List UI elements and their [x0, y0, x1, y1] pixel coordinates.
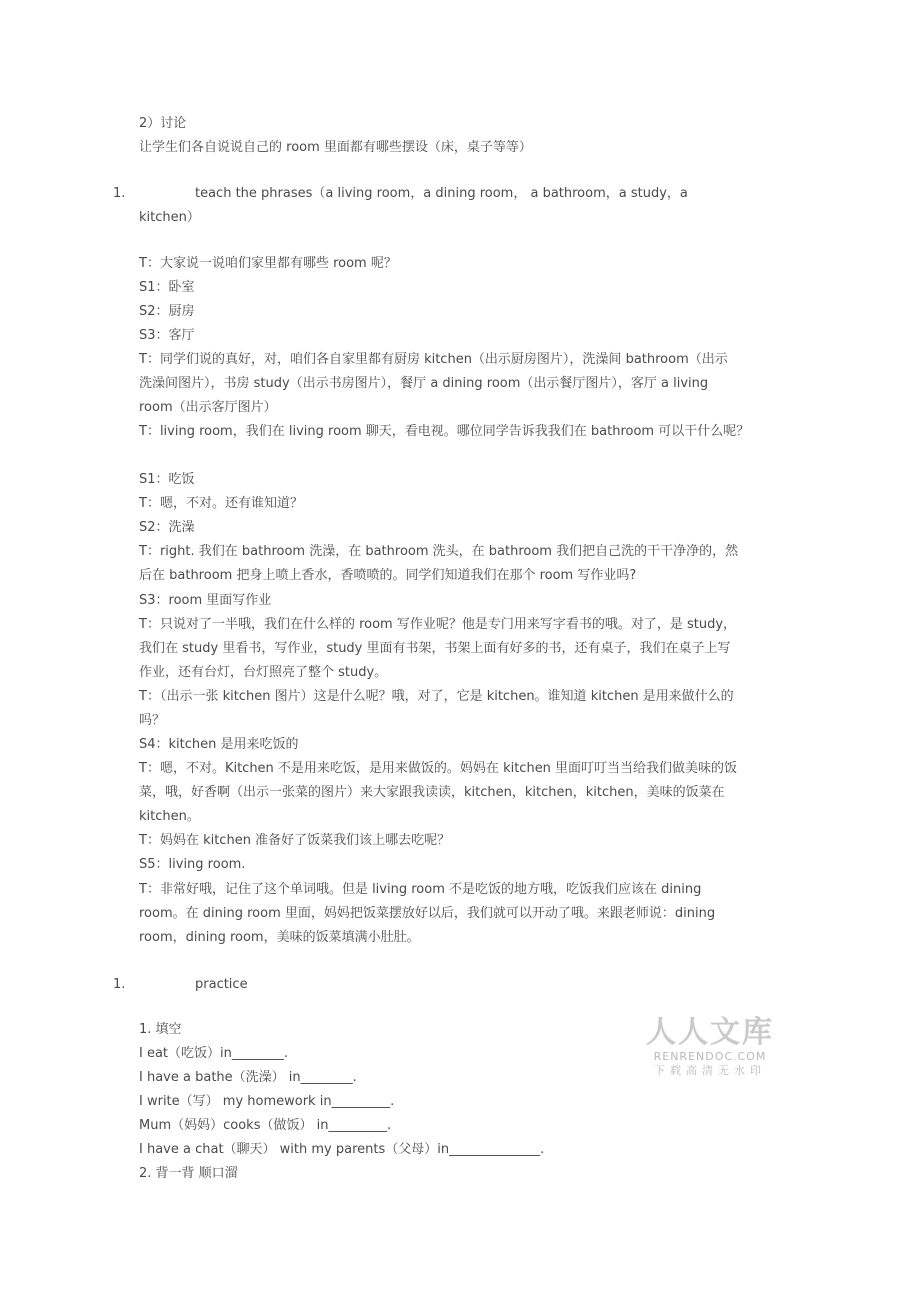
dialogue-line: S2：洗澡	[139, 520, 195, 535]
item1-title-line1: teach the phrases（a living room，a dining room， a bathroom，a study，a	[195, 186, 688, 201]
exercise-line: I have a bathe（洗澡） in________.	[139, 1070, 357, 1085]
dialogue-line: S1：吃饭	[139, 472, 195, 487]
dialogue-line: T：嗯，不对。Kitchen 不是用来吃饭，是用来做饭的。妈妈在 kitchen 里面叮叮当当给我们做美味的饭	[139, 761, 738, 776]
dialogue-line: S2：厨房	[139, 304, 195, 319]
watermark-title: 人人文库	[646, 1015, 774, 1050]
exercise-line: Mum（妈妈）cooks（做饭） in_________.	[139, 1118, 392, 1133]
watermark-subtitle: 下载高清无水印	[654, 1064, 766, 1077]
dialogue-line: 后在 bathroom 把身上喷上香水，香喷喷的。同学们知道我们在那个 room 写作业吗?	[139, 568, 637, 583]
item1-title-line2: kitchen）	[139, 210, 200, 225]
dialogue-line: S4：kitchen 是用来吃饭的	[139, 737, 299, 752]
item2-title: practice	[195, 977, 248, 992]
dialogue-line: T：（出示一张 kitchen 图片）这是什么呢？哦，对了，它是 kitchen。谁知道 kitchen 是用来做什么的	[139, 689, 734, 704]
dialogue-line: T：大家说一说咱们家里都有哪些 room 呢？	[139, 256, 397, 271]
dialogue-line: room（出示客厅图片）	[139, 400, 277, 415]
dialogue-line: S3：room 里面写作业	[139, 593, 272, 608]
dialogue-line: T：right. 我们在 bathroom 洗澡，在 bathroom 洗头，在 bathroom 我们把自己洗的干干净净的，然	[139, 544, 739, 559]
dialogue-line: S3：客厅	[139, 328, 195, 343]
item2-number: 1.	[113, 977, 126, 992]
dialogue-line: 菜，哦，好香啊（出示一张菜的图片）来大家跟我读读，kitchen，kitchen，kitchen，美味的饭菜在	[139, 785, 725, 800]
exercise-line: I write（写） my homework in_________.	[139, 1094, 395, 1109]
watermark-domain: RENRENDOC.COM	[653, 1050, 767, 1063]
item1-number: 1.	[113, 186, 126, 201]
dialogue-line: T：living room，我们在 living room 聊天，看电视。哪位同学告诉我我们在 bathroom 可以干什么呢？	[139, 424, 750, 439]
exercise-line: 2. 背一背 顺口溜	[139, 1166, 238, 1181]
exercise-line: I have a chat（聊天） with my parents（父母）in______________.	[139, 1142, 545, 1157]
dialogue-line: T：嗯，不对。还有谁知道？	[139, 496, 303, 511]
dialogue-line: kitchen。	[139, 809, 200, 824]
watermark-logo	[646, 1016, 774, 1078]
dialogue-line: 作业，还有台灯，台灯照亮了整个 study。	[139, 665, 388, 680]
exercise-line: I eat（吃饭）in________.	[139, 1046, 289, 1061]
discuss-heading: 2）讨论	[139, 116, 187, 131]
dialogue-line: T：只说对了一半哦，我们在什么样的 room 写作业呢？他是专门用来写字看书的哦。对了，是 study，	[139, 617, 737, 632]
dialogue-line: room，dining room，美味的饭菜填满小肚肚。	[139, 930, 420, 945]
dialogue-line: 吗？	[139, 713, 166, 728]
dialogue-line: T：非常好哦，记住了这个单词哦。但是 living room 不是吃饭的地方哦，吃饭我们应该在 dining	[139, 882, 702, 897]
dialogue-line: T：同学们说的真好，对，咱们各自家里都有厨房 kitchen（出示厨房图片），洗澡间 bathroom（出示	[139, 352, 728, 367]
dialogue-line: S1：卧室	[139, 280, 195, 295]
exercise-line: 1. 填空	[139, 1022, 182, 1037]
dialogue-line: T：妈妈在 kitchen 准备好了饭菜我们该上哪去吃呢？	[139, 833, 451, 848]
dialogue-line: room。在 dining room 里面，妈妈把饭菜摆放好以后，我们就可以开动了哦。来跟老师说：dining	[139, 906, 716, 921]
discuss-text: 让学生们各自说说自己的 room 里面都有哪些摆设（床，桌子等等）	[139, 140, 532, 155]
dialogue-line: S5：living room.	[139, 857, 246, 872]
dialogue-line: 我们在 study 里看书，写作业，study 里面有书架，书架上面有好多的书，还有桌子，我们在桌子上写	[139, 641, 731, 656]
dialogue-line: 洗澡间图片），书房 study（出示书房图片），餐厅 a dining room（出示餐厅图片），客厅 a living	[139, 376, 709, 391]
